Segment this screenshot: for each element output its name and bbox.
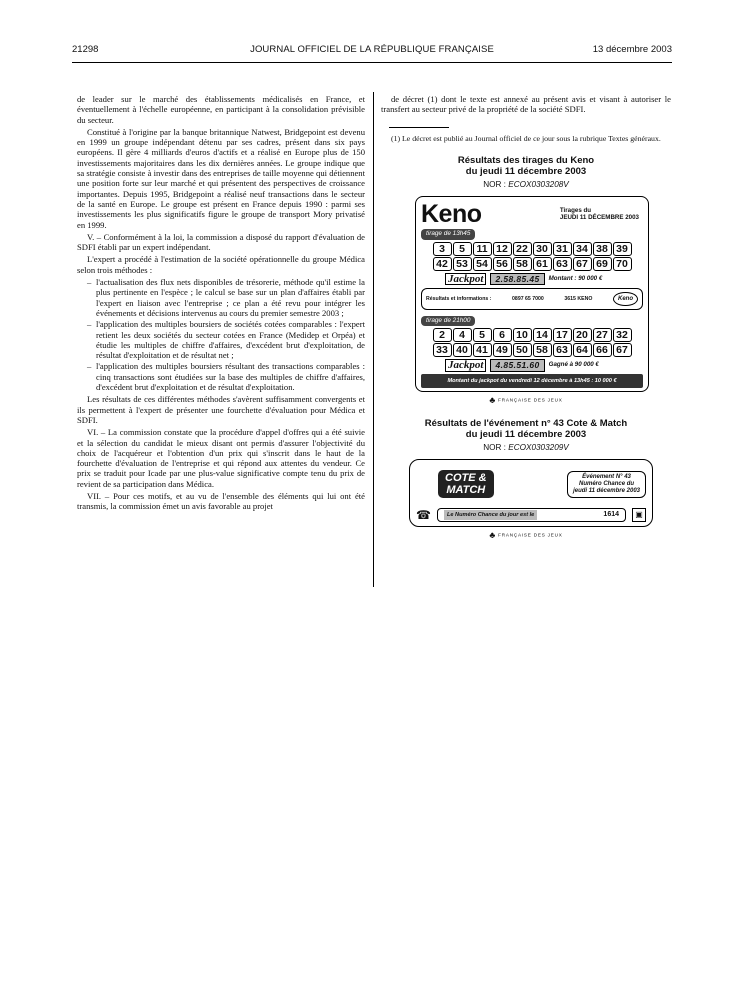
keno-number: 30: [533, 242, 552, 256]
event-badge: Événement N° 43 Numéro Chance du jeudi 11 décembre 2003: [567, 471, 646, 498]
keno-number: 34: [573, 242, 592, 256]
draw1-jackpot-row: [445, 273, 643, 285]
keno-number: 63: [553, 343, 572, 357]
keno-number: 63: [553, 257, 572, 271]
draw1-jackpot-number: 2.58.85.45: [490, 273, 544, 285]
keno-number: 39: [613, 242, 632, 256]
draw1-row1: [421, 242, 643, 256]
method-list: [77, 277, 365, 392]
footnote-rule: [389, 127, 449, 128]
keno-number: 10: [513, 328, 532, 342]
jackpot-logo: Jackpot: [445, 273, 486, 285]
keno-number: 33: [433, 343, 452, 357]
paragraph: Les résultats de ces différentes méthodes s'avèrent suffisamment convergents et ils permettent à l'expert de présenter une fourchette d'évaluation pour Médica et SDFI.: [77, 394, 365, 425]
keno-number: 32: [613, 328, 632, 342]
keno-number: 50: [513, 343, 532, 357]
keno-number: 67: [573, 257, 592, 271]
keno-number: 69: [593, 257, 612, 271]
keno-number: 12: [493, 242, 512, 256]
keno-number: 27: [593, 328, 612, 342]
page-header: [72, 44, 672, 60]
journal-title: JOURNAL OFFICIEL DE LA RÉPUBLIQUE FRANÇAISE: [250, 44, 494, 55]
keno-number: 38: [593, 242, 612, 256]
paragraph: V. – Conformément à la loi, la commission a disposé du rapport d'évaluation de SDFI établi par un expert indépendant.: [77, 231, 365, 253]
paragraph: L'expert a procédé à l'estimation de la société opérationnelle du groupe Médica selon trois méthodes :: [77, 254, 365, 275]
cote-title: Résultats de l'événement n° 43 Cote & Match du jeudi 11 décembre 2003: [424, 417, 628, 440]
keno-title: Résultats des tirages du Keno du jeudi 11 décembre 2003: [457, 155, 595, 177]
chance-number: 1614: [603, 511, 619, 519]
right-column: [381, 94, 671, 541]
keno-number: 20: [573, 328, 592, 342]
fdj-footer: ♣ FRANÇAISE DES JEUX: [489, 395, 563, 406]
keno-results-box: [415, 196, 649, 392]
keno-number: 14: [533, 328, 552, 342]
list-item: – l'application des multiples boursiers résultant des transactions comparables : cinq transactions sont étudiées sur la base des multiples de chiffre d'affaires, d'excédent brut d'exploitation et de résultat d'exploitation.: [87, 361, 365, 392]
keno-number: 41: [473, 343, 492, 357]
draw2-montant: Gagné à 90 000 €: [548, 361, 599, 369]
phone-icon: ☎: [416, 508, 431, 523]
keno-number: 5: [473, 328, 492, 342]
draw1-label: tirage de 13h45: [421, 229, 475, 239]
draw2-label: tirage de 21h00: [421, 316, 475, 326]
cote-nor: NOR : ECOX0303209V: [483, 442, 569, 452]
cote-match-logo: COTE & MATCH: [438, 470, 494, 498]
keno-number: 54: [473, 257, 492, 271]
keno-number: 5: [453, 242, 472, 256]
keno-number: 17: [553, 328, 572, 342]
paragraph: Constitué à l'origine par la banque britannique Natwest, Bridgepoint est devenu en 1999 un groupe indépendant détenu par ses cadres, présent dans six pays européens. Il gère 4 milliards d'euros d'actifs et a réalisé en Europe plus de 150 investissements majoritaires dans les dix dernières années. Le groupe indique que sa stratégie consiste à investir dans des entreprises de taille moyenne qui détiennent une position forte sur leur marché et qui présentent des perspectives de croissance importantes. Depuis 1995, Bridgepoint a réalisé neuf transactions dans le secteur de la santé en Europe. Le groupe est présent en France depuis 1990 : parmi ses investissements les plus significatifs figure le groupe de transport Mory privatisé en 1999.: [77, 126, 365, 230]
keno-number: 67: [613, 343, 632, 357]
keno-number: 61: [533, 257, 552, 271]
keno-number: 3: [433, 242, 452, 256]
footnote: (1) Le décret est publié au Journal officiel de ce jour sous la rubrique Textes généraux.: [391, 133, 661, 143]
keno-logo: Keno: [421, 200, 482, 229]
page-number: 21298: [72, 44, 99, 55]
chance-number-bar: Le Numéro Chance du jour est le 1614: [437, 508, 626, 522]
paragraph: de décret (1) dont le texte est annexé au présent avis et visant à autoriser le transfert au secteur privé de la propriété de la société SDFI.: [381, 94, 671, 115]
draw1-montant: Montant : 90 000 €: [548, 274, 603, 282]
list-item: – l'actualisation des flux nets disponibles de trésorerie, méthode qu'il estime la plus pertinente en l'espèce ; le calcul se base sur un plan d'affaires établi par l'expert en liaison avec l'entreprise ; ce plan a été revu pour intégrer les événements et décisions intervenus au cours du premier semestre 2003 ;: [87, 277, 365, 318]
paragraph: VI. – La commission constate que la procédure d'appel d'offres qui a été suivie et la sélection du candidat le mieux disant ont permis d'assurer l'objectivité du choix de l'acquéreur et l'obtention d'un prix qui s'inscrit dans le haut de la fourchette d'évaluation de l'entreprise et qui répond aux attentes du vendeur. Ce prix se traduit pour Icade par une plus-value significative compte tenu du prix de revient de sa participation dans Médica.: [77, 427, 365, 489]
keno-number: 56: [493, 257, 512, 271]
next-jackpot-bar: Montant du jackpot du vendredi 12 décembre à 13h45 : 10 000 €: [421, 374, 643, 388]
issue-date: 13 décembre 2003: [592, 44, 672, 55]
column-divider: [373, 92, 374, 587]
keno-number: 66: [593, 343, 612, 357]
clover-icon: ♣: [489, 530, 497, 541]
fdj-footer: ♣ FRANÇAISE DES JEUX: [489, 530, 563, 541]
keno-number: 31: [553, 242, 572, 256]
keno-number: 6: [493, 328, 512, 342]
paragraph: VII. – Pour ces motifs, et au vu de l'ensemble des éléments qui lui ont été transmis, la commission émet un avis favorable au projet: [77, 490, 365, 512]
keno-number: 58: [513, 257, 532, 271]
keno-number: 42: [433, 257, 452, 271]
draw2-row2: [421, 343, 643, 357]
keno-number: 22: [513, 242, 532, 256]
list-item: – l'application des multiples boursiers de sociétés cotées comparables : l'expert retient les deux sociétés du secteur cotées en France (Medidep et Orpéa) et étudie les multiples de chiffre d'affaires, d'excédent brut d'exploitation, de résultat d'exploitation et de résultat net ;: [87, 319, 365, 360]
keno-number: 58: [533, 343, 552, 357]
header-rule: [72, 62, 672, 63]
screen-icon: ▣: [632, 508, 646, 522]
keno-number: 11: [473, 242, 492, 256]
keno-number: 40: [453, 343, 472, 357]
keno-draw-date: Tirages du JEUDI 11 DÉCEMBRE 2003: [559, 206, 639, 222]
draw2-jackpot-row: [445, 359, 643, 371]
keno-number: 4: [453, 328, 472, 342]
keno-nor: NOR : ECOX0303208V: [483, 180, 569, 189]
left-column: [77, 94, 365, 514]
keno-small-logo: Keno: [613, 292, 638, 306]
keno-number: 70: [613, 257, 632, 271]
paragraph: de leader sur le marché des établissements médicalisés en France, et éventuellement à l'échelle européenne, en participant à la consolidation prévisible du secteur.: [77, 94, 365, 125]
cote-match-box: [409, 459, 653, 527]
jackpot-logo: Jackpot: [445, 359, 486, 371]
keno-number: 49: [493, 343, 512, 357]
draw1-row2: [421, 257, 643, 271]
draw2-jackpot-number: 4.85.51.60: [490, 359, 544, 371]
keno-number: 64: [573, 343, 592, 357]
clover-icon: ♣: [489, 395, 497, 406]
keno-number: 53: [453, 257, 472, 271]
info-row: Résultats et informations : 0897 65 7000 3615 KENO Keno: [421, 288, 643, 310]
keno-number: 2: [433, 328, 452, 342]
draw2-row1: [421, 328, 643, 342]
